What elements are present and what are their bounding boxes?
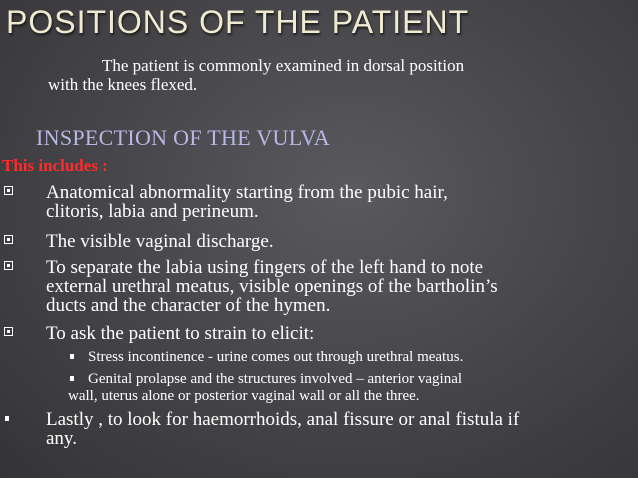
sub-list-item-text: Stress incontinence - urine comes out through urethral meatus. [88, 349, 464, 365]
bullet-box-icon [4, 261, 13, 270]
bullet-box-icon [4, 327, 13, 336]
list-item-text: Anatomical abnormality starting from the pubic hair, clitoris, labia and perineum. [46, 182, 448, 222]
slide-title: POSITIONS OF THE PATIENT [6, 4, 470, 40]
bullet-box-icon [4, 186, 13, 195]
list-item-text: The visible vaginal discharge. [46, 231, 274, 252]
intro-line-2: with the knees flexed. [48, 75, 198, 94]
includes-label: This includes : [2, 156, 108, 175]
list-item-text: To separate the labia using fingers of the left hand to note external urethral meatus, visible openings of the bartholin’s ducts and the character of the hymen. [46, 257, 498, 316]
sub-list-item-continuation: wall, uterus alone or posterior vaginal wall or all the three. [68, 388, 420, 404]
bullet-square-icon [5, 416, 9, 421]
intro-line-1: The patient is commonly examined in dorsal position [102, 56, 465, 75]
bullet-square-icon [70, 376, 74, 381]
list-item-text: Lastly , to look for haemorrhoids, anal fissure or anal fistula if any. [46, 409, 520, 449]
bullet-box-icon [4, 235, 13, 244]
intro-paragraph [48, 56, 618, 94]
bullet-square-icon [70, 354, 74, 359]
sub-list-item-text: Genital prolapse and the structures involved – anterior vaginal [88, 371, 463, 387]
list-item-text: To ask the patient to strain to elicit: [46, 323, 315, 344]
section-heading: INSPECTION OF THE VULVA [36, 125, 330, 150]
